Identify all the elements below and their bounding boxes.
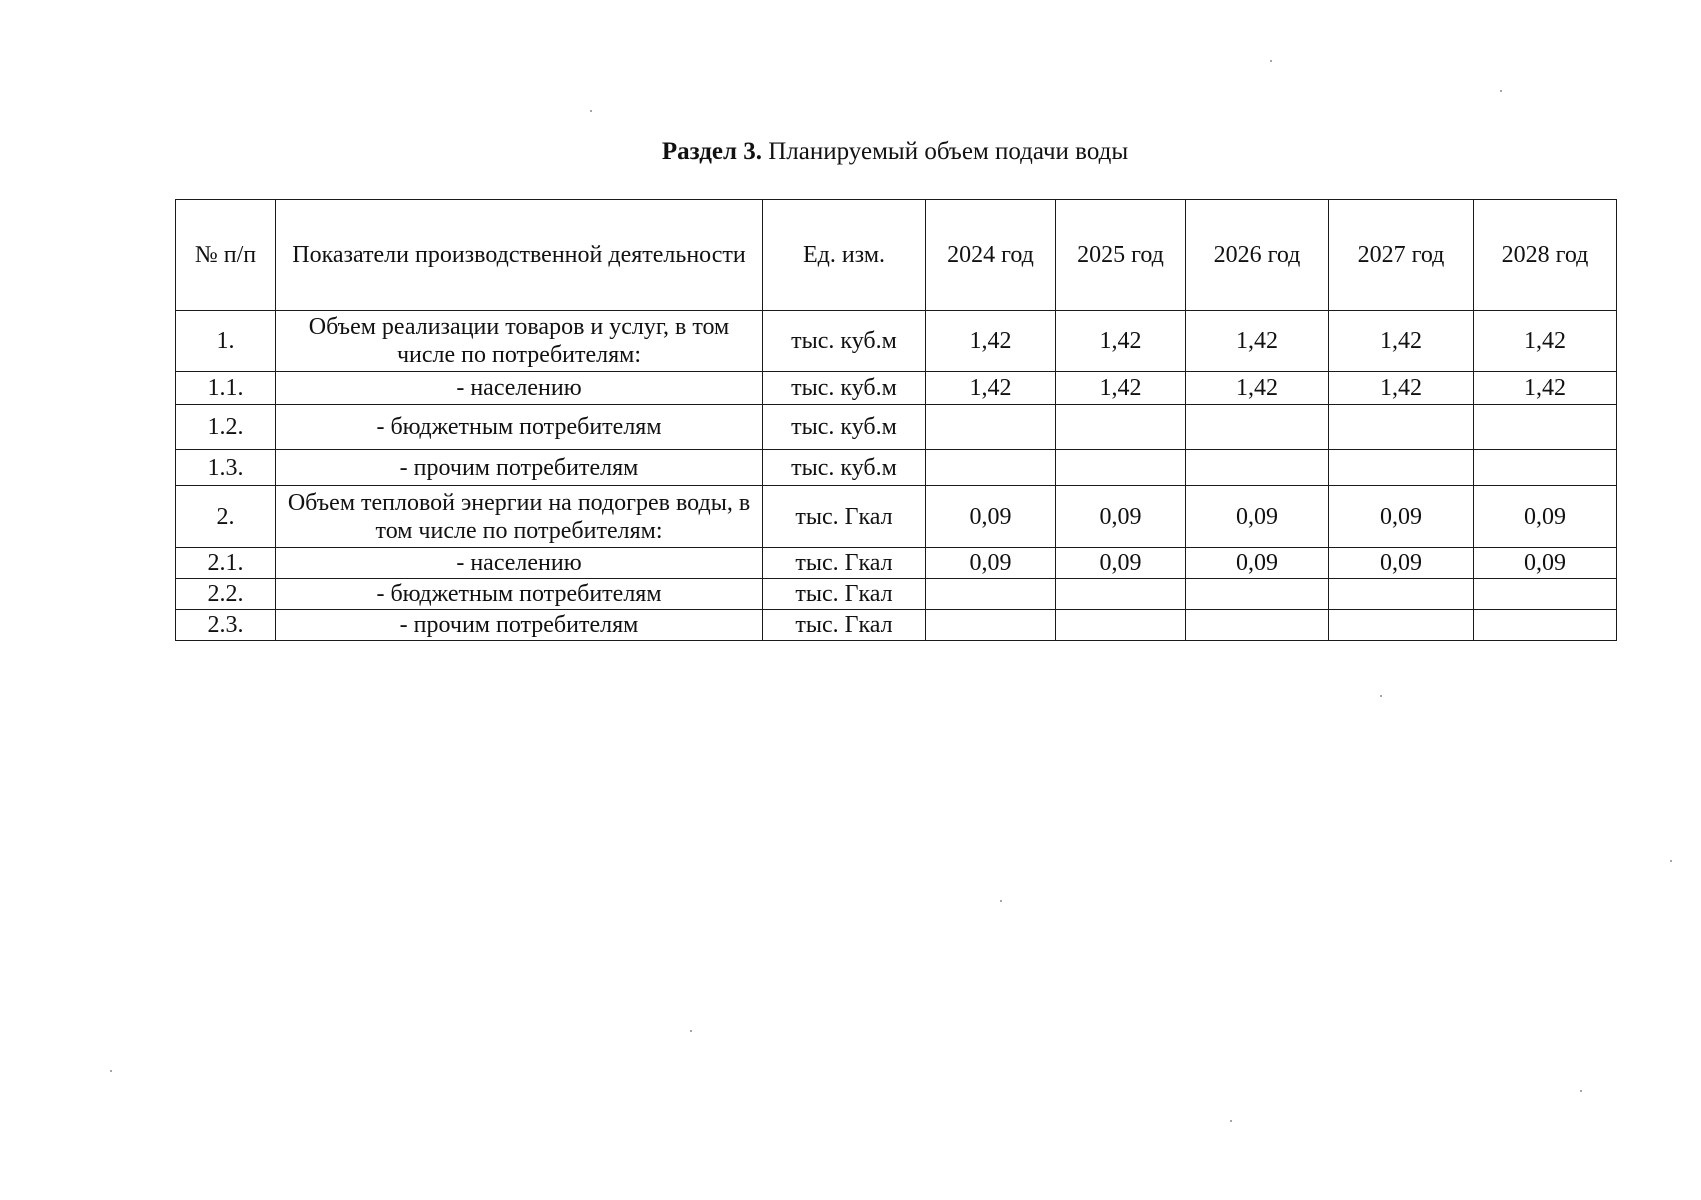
value-2026 xyxy=(1186,610,1329,641)
row-indicator: Объем тепловой энергии на подогрев воды, в том числе по потребителям: xyxy=(276,486,763,548)
header-year-2024: 2024 год xyxy=(926,200,1056,311)
value-2026: 1,42 xyxy=(1186,311,1329,372)
row-number: 2.1. xyxy=(176,548,276,579)
row-indicator: - населению xyxy=(276,372,763,405)
scan-speck xyxy=(1580,1090,1582,1092)
row-number: 1. xyxy=(176,311,276,372)
value-2025 xyxy=(1056,405,1186,450)
value-2027 xyxy=(1329,450,1474,486)
value-2028 xyxy=(1474,579,1617,610)
row-indicator: - прочим потребителям xyxy=(276,450,763,486)
table-row xyxy=(176,450,1617,486)
table-row xyxy=(176,372,1617,405)
value-2026 xyxy=(1186,450,1329,486)
value-2024: 0,09 xyxy=(926,486,1056,548)
row-number: 2. xyxy=(176,486,276,548)
value-2027: 0,09 xyxy=(1329,548,1474,579)
table-row xyxy=(176,486,1617,548)
header-indicator: Показатели производственной деятельности xyxy=(276,200,763,311)
row-unit: тыс. Гкал xyxy=(763,548,926,579)
row-indicator: - прочим потребителям xyxy=(276,610,763,641)
table-row xyxy=(176,579,1617,610)
value-2025 xyxy=(1056,450,1186,486)
scan-speck xyxy=(1380,695,1382,697)
row-unit: тыс. куб.м xyxy=(763,405,926,450)
value-2024 xyxy=(926,450,1056,486)
value-2026 xyxy=(1186,579,1329,610)
value-2027: 0,09 xyxy=(1329,486,1474,548)
row-indicator: - населению xyxy=(276,548,763,579)
table-row xyxy=(176,548,1617,579)
value-2028 xyxy=(1474,610,1617,641)
section-title-rest: Планируемый объем подачи воды xyxy=(762,138,1129,165)
value-2025: 0,09 xyxy=(1056,548,1186,579)
value-2024: 1,42 xyxy=(926,311,1056,372)
value-2025 xyxy=(1056,610,1186,641)
header-year-2026: 2026 год xyxy=(1186,200,1329,311)
header-year-2027: 2027 год xyxy=(1329,200,1474,311)
value-2025: 0,09 xyxy=(1056,486,1186,548)
scan-speck xyxy=(690,1030,692,1032)
value-2027 xyxy=(1329,405,1474,450)
row-number: 2.3. xyxy=(176,610,276,641)
scan-speck xyxy=(1000,900,1002,902)
water-supply-table xyxy=(175,199,1617,641)
value-2028: 1,42 xyxy=(1474,311,1617,372)
table-row xyxy=(176,311,1617,372)
value-2025: 1,42 xyxy=(1056,372,1186,405)
value-2025 xyxy=(1056,579,1186,610)
value-2024: 1,42 xyxy=(926,372,1056,405)
row-number: 2.2. xyxy=(176,579,276,610)
value-2024 xyxy=(926,610,1056,641)
table-header-row xyxy=(176,200,1617,311)
value-2024 xyxy=(926,405,1056,450)
value-2027 xyxy=(1329,610,1474,641)
header-year-2028: 2028 год xyxy=(1474,200,1617,311)
table-row xyxy=(176,610,1617,641)
row-indicator: - бюджетным потребителям xyxy=(276,405,763,450)
scan-speck xyxy=(1230,1120,1232,1122)
table-row xyxy=(176,405,1617,450)
value-2028 xyxy=(1474,450,1617,486)
value-2028: 1,42 xyxy=(1474,372,1617,405)
row-number: 1.3. xyxy=(176,450,276,486)
row-unit: тыс. Гкал xyxy=(763,486,926,548)
value-2026: 0,09 xyxy=(1186,548,1329,579)
scan-speck xyxy=(1500,90,1502,92)
row-unit: тыс. куб.м xyxy=(763,450,926,486)
row-unit: тыс. Гкал xyxy=(763,579,926,610)
value-2028: 0,09 xyxy=(1474,486,1617,548)
row-number: 1.1. xyxy=(176,372,276,405)
scan-speck xyxy=(1670,860,1672,862)
section-title-bold: Раздел 3. xyxy=(661,138,762,165)
value-2025: 1,42 xyxy=(1056,311,1186,372)
value-2026: 1,42 xyxy=(1186,372,1329,405)
value-2026: 0,09 xyxy=(1186,486,1329,548)
value-2026 xyxy=(1186,405,1329,450)
value-2028: 0,09 xyxy=(1474,548,1617,579)
header-number: № п/п xyxy=(176,200,276,311)
row-indicator: - бюджетным потребителям xyxy=(276,579,763,610)
value-2024: 0,09 xyxy=(926,548,1056,579)
row-number: 1.2. xyxy=(176,405,276,450)
scan-speck xyxy=(110,1070,112,1072)
scan-speck xyxy=(1270,60,1272,62)
value-2027 xyxy=(1329,579,1474,610)
header-unit: Ед. изм. xyxy=(763,200,926,311)
header-year-2025: 2025 год xyxy=(1056,200,1186,311)
value-2024 xyxy=(926,579,1056,610)
row-unit: тыс. куб.м xyxy=(763,311,926,372)
row-indicator: Объем реализации товаров и услуг, в том числе по потребителям: xyxy=(276,311,763,372)
value-2027: 1,42 xyxy=(1329,311,1474,372)
row-unit: тыс. куб.м xyxy=(763,372,926,405)
value-2028 xyxy=(1474,405,1617,450)
scan-speck xyxy=(590,110,592,112)
section-title xyxy=(0,138,1701,166)
row-unit: тыс. Гкал xyxy=(763,610,926,641)
value-2027: 1,42 xyxy=(1329,372,1474,405)
